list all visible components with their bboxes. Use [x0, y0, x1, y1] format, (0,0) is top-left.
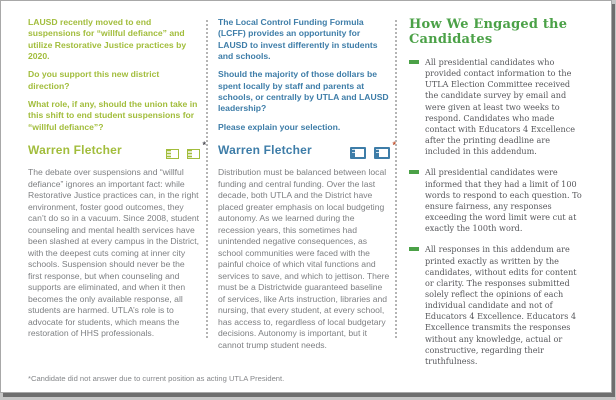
sidebar-how-we-engaged — [409, 17, 601, 377]
footnote-asterisk: * — [202, 140, 206, 151]
candidate-icons — [350, 140, 396, 164]
candidate-response: The debate over suspensions and “willful defiance” ignores an important fact: while Restorative Justice practices can, in the right environment, foster good outcomes, they can’t do so in a vacuum. Since 2008, student counseling and mental health services have been slashed at every campus in the District, with the deepest cuts coming at inner city schools. Suspension should never be the first response, but when counseling and supports are eliminated, and when it then becomes the only available response, all students are harmed. UTLA’s role is to advocate for students, which means the restoration of HHS professionals. — [28, 167, 200, 339]
bullet-text: All responses in this addendum are printed exactly as written by the candidates, without edits for content or clarity. The responses submitted solely reflect the opinions of each individual candidate and not of Educators 4 Excellence. Educators 4 Excellence transmits the responses without any knowledge, actual or constructive, regarding their truthfulness. — [425, 244, 577, 366]
bullet-icon — [409, 170, 419, 174]
candidate-name: Warren Fletcher — [218, 143, 312, 158]
question-paragraph: LAUSD recently moved to end suspensions for “willful defiance” and utilize Restorative Justice practices by 2020. — [28, 17, 187, 62]
list-item — [409, 57, 601, 157]
question-paragraph: Please explain your selection. — [218, 121, 341, 132]
section-heading: How We Engaged the Candidates — [409, 17, 568, 47]
bullet-icon — [409, 247, 419, 251]
footnote-asterisk: * — [392, 140, 396, 151]
question-column-lcff — [218, 17, 396, 351]
candidate-header — [218, 140, 396, 164]
candidate-header — [28, 140, 206, 164]
bullet-icon — [409, 60, 419, 64]
question-paragraph: Do you support this new district direction? — [28, 69, 160, 91]
candidate-name: Warren Fletcher — [28, 143, 122, 158]
question-intro — [28, 17, 200, 133]
question-paragraph: The Local Control Funding Formula (LCFF) provides an opportunity for LAUSD to invest differently in students and schools. — [218, 17, 378, 62]
list-item — [409, 244, 601, 367]
footnote: *Candidate did not answer due to current position as acting UTLA President. — [28, 374, 285, 383]
question-intro — [218, 17, 390, 133]
column-divider — [206, 20, 208, 338]
ballot-icon-with-asterisk — [187, 140, 206, 164]
candidate-icons — [166, 140, 206, 164]
list-item — [409, 167, 601, 234]
bullet-text: All presidential candidates who provided contact information to the UTLA Election Committee received the candidate survey by email and were given at least two weeks to respond. Candidates who made contact with Educators 4 Excellence after the printing deadline are included in this addendum. — [425, 57, 576, 157]
bullet-text: All presidential candidates were informed that they had a limit of 100 words to respond to each question. To ensure fairness, any responses exceeding the word limit were cut at exactly the 100th word. — [425, 167, 582, 234]
question-paragraph: Should the majority of those dollars be spent locally by staff and parents at schools, or centrally by UTLA and LAUSD leadership? — [218, 69, 389, 114]
ballot-icon-with-asterisk — [374, 140, 396, 164]
column-divider — [395, 20, 397, 338]
question-paragraph: What role, if any, should the union take in this shift to end student suspensions for “willful defiance”? — [28, 99, 198, 132]
ballot-icon — [350, 146, 366, 164]
question-column-suspensions — [28, 17, 206, 340]
ballot-icon — [166, 146, 179, 164]
candidate-response: Distribution must be balanced between local funding and central funding. Over the last decade, both UTLA and the District have placed greater emphasis on local budgeting autonomy. As we learned during the recession years, this sometimes had unintended negative consequences, as school communities were faced with the painful choice of which vital functions and services to save, and which to jettison. There must be a Districtwide guaranteed baseline of services, like Arts instruction, libraries and nursing, that every student, at every school, has access to, regardless of local budgetary decisions. Autonomy is important, but it cannot trump student needs. — [218, 167, 390, 350]
